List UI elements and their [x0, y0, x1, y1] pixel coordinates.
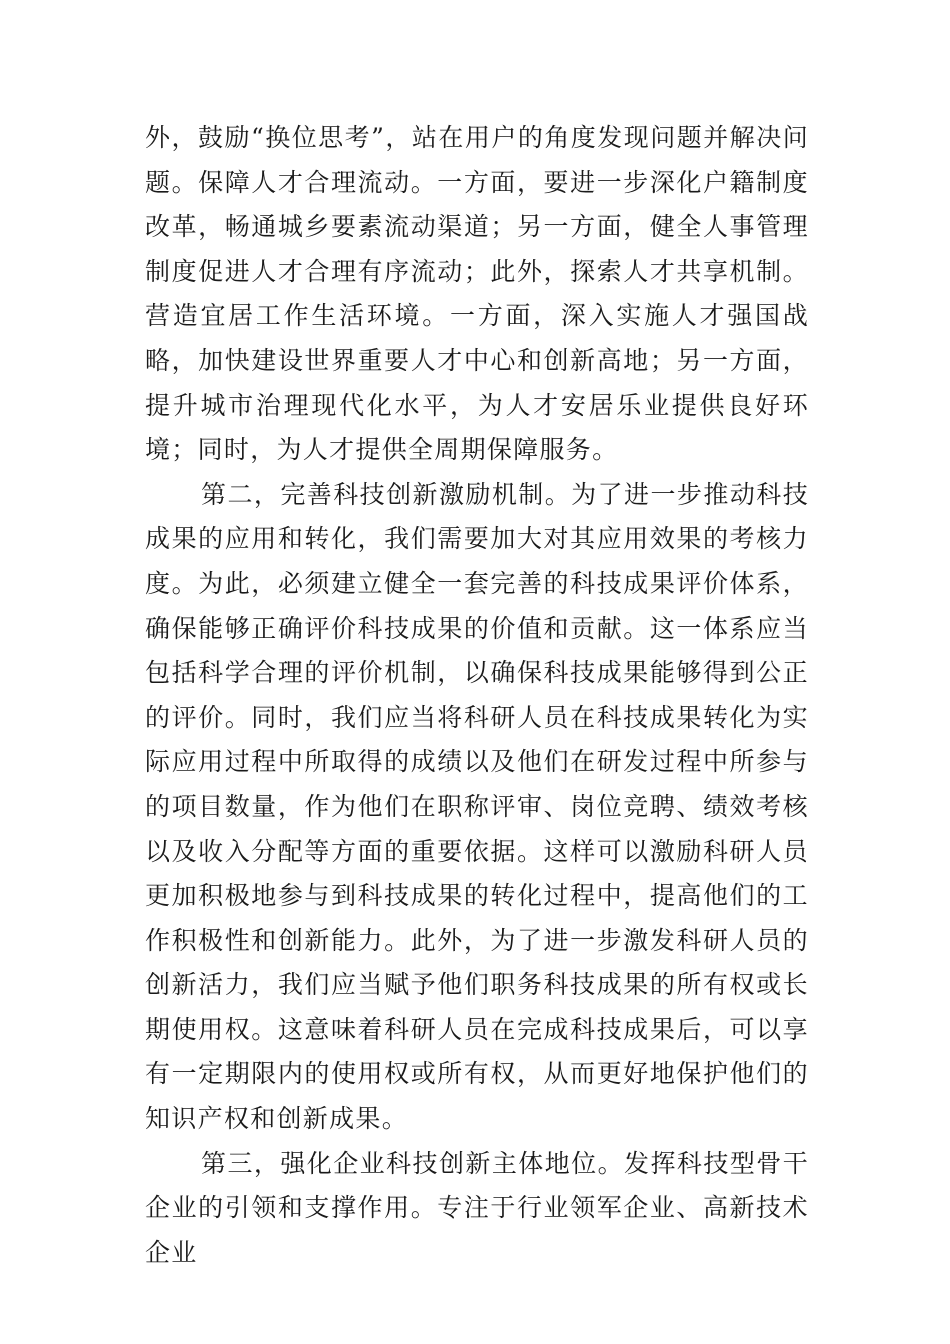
paragraph-enterprise-role: 第三，强化企业科技创新主体地位。发挥科技型骨干企业的引领和支撑作用。专注于行业领军企业、高新技术企业 [145, 1148, 809, 1267]
paragraph-incentive-mechanism: 第二，完善科技创新激励机制。为了进一步推动科技成果的应用和转化，我们需要加大对其应用效果的考核力度。为此，必须建立健全一套完善的科技成果评价体系，确保能够正确评价科技成果的价值和贡献。这一体系应当包括科学合理的评价机制，以确保科技成果能够得到公正的评价。同时，我们应当将科研人员在科技成果转化为实际应用过程中所取得的成绩以及他们在研发过程中所参与的项目数量，作为他们在职称评审、岗位竞聘、绩效考核以及收入分配等方面的重要依据。这样可以激励科研人员更加积极地参与到科技成果的转化过程中，提高他们的工作积极性和创新能力。此外，为了进一步激发科研人员的创新活力，我们应当赋予他们职务科技成果的所有权或长期使用权。这意味着科研人员在完成科技成果后，可以享有一定期限内的使用权或所有权，从而更好地保护他们的知识产权和创新成果。 [145, 479, 809, 1134]
paragraph-talent-flow: 外，鼓励“换位思考”，站在用户的角度发现问题并解决问题。保障人才合理流动。一方面，要进一步深化户籍制度改革，畅通城乡要素流动渠道；另一方面，健全人事管理制度促进人才合理有序流动；此外，探索人才共享机制。营造宜居工作生活环境。一方面，深入实施人才强国战略，加快建设世界重要人才中心和创新高地；另一方面，提升城市治理现代化水平，为人才安居乐业提供良好环境；同时，为人才提供全周期保障服务。 [145, 123, 809, 465]
document-body [145, 116, 809, 1275]
